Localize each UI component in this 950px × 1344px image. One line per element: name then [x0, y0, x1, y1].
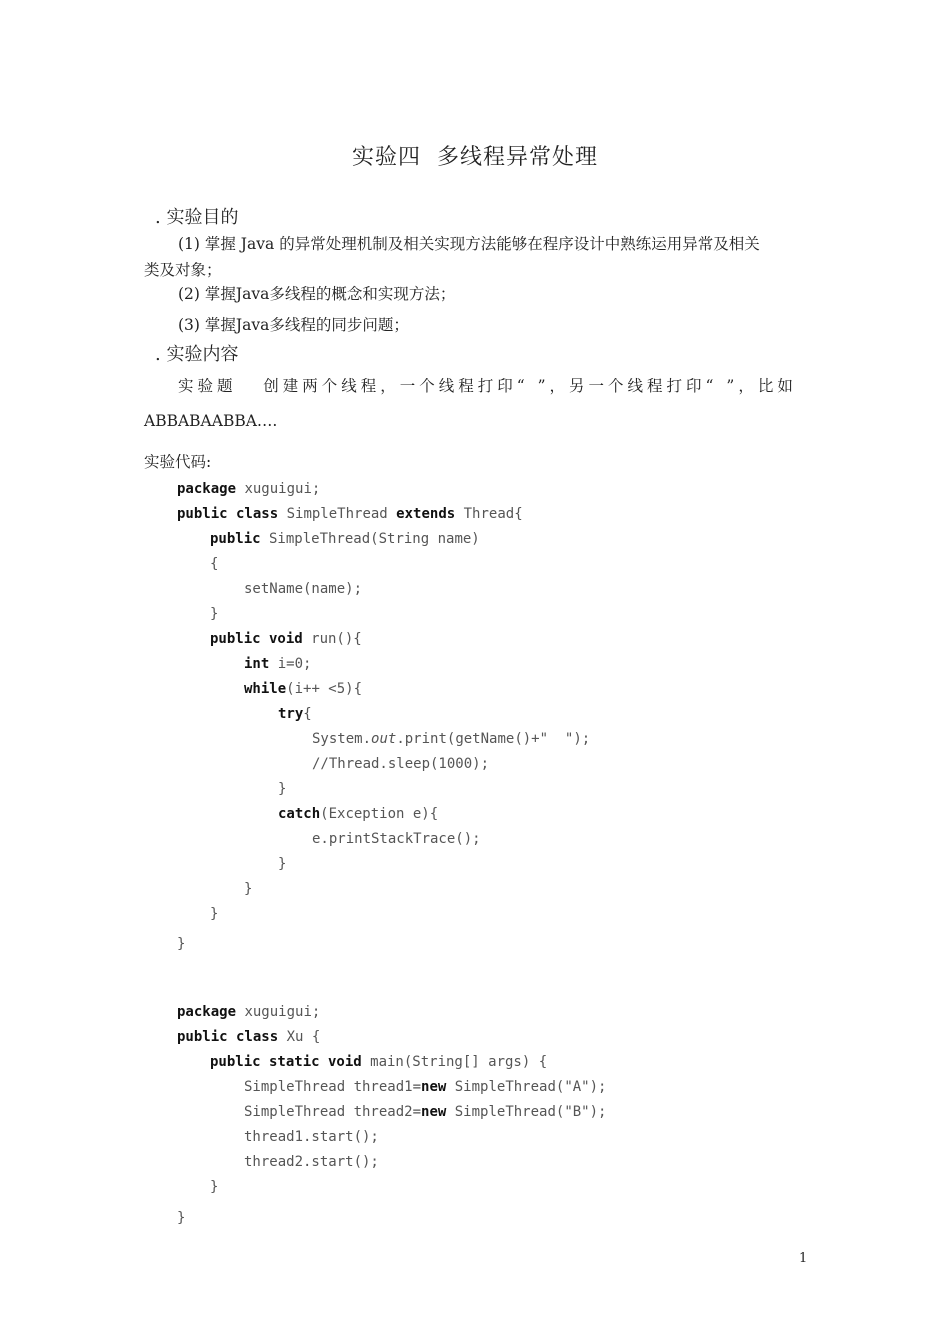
page-number: 1 [799, 1251, 808, 1266]
code1-line-18: } [210, 906, 219, 922]
code1-line-3: public SimpleThread(String name) [210, 531, 480, 547]
purpose-item-1-cont: 类及对象； [144, 261, 222, 279]
code2-line-2: public class Xu { [177, 1029, 321, 1045]
code1-line-11: System.out.print(getName()+" "); [312, 731, 591, 747]
code1-line-6: } [210, 606, 219, 622]
code1-line-5: setName(name); [244, 581, 363, 597]
section-heading-content: . 实验内容 [155, 344, 239, 365]
code1-line-12: //Thread.sleep(1000); [312, 756, 490, 772]
code2-line-3: public static void main(String[] args) { [210, 1054, 548, 1070]
code2-line-5: SimpleThread thread2=new SimpleThread("B"); [244, 1104, 607, 1120]
code1-line-17: } [244, 881, 253, 897]
code1-line-10: try{ [278, 706, 312, 722]
code1-line-16: } [278, 856, 287, 872]
code1-line-13: } [278, 781, 287, 797]
code1-line-14: catch(Exception e){ [278, 806, 439, 822]
code2-line-9: } [177, 1210, 186, 1226]
purpose-item-2: (2) 掌握Java多线程的概念和实现方法； [178, 285, 456, 303]
code1-line-8: int i=0; [244, 656, 312, 672]
code2-line-6: thread1.start(); [244, 1129, 379, 1145]
task-description: 实验题 创建两个线程，一个线程打印“ ”，另一个线程打印“ ”，比如 [178, 377, 797, 395]
purpose-item-1: (1) 掌握 Java 的异常处理机制及相关实现方法能够在程序设计中熟练运用异常及相关 [178, 235, 760, 253]
code2-line-4: SimpleThread thread1=new SimpleThread("A"); [244, 1079, 607, 1095]
code2-line-8: } [210, 1179, 219, 1195]
section-heading-purpose: . 实验目的 [155, 207, 239, 228]
code1-line-15: e.printStackTrace(); [312, 831, 481, 847]
code1-line-2: public class SimpleThread extends Thread{ [177, 506, 523, 522]
code2-line-7: thread2.start(); [244, 1154, 379, 1170]
code2-line-1: package xuguigui; [177, 1004, 321, 1020]
code1-line-9: while(i++ <5){ [244, 681, 363, 697]
code1-line-4: { [210, 556, 219, 572]
code1-line-19: } [177, 936, 186, 952]
document-title: 实验四 多线程异常处理 [352, 145, 598, 170]
code-label: 实验代码: [144, 453, 212, 471]
purpose-item-3: (3) 掌握Java多线程的同步问题； [178, 316, 409, 334]
code1-line-7: public void run(){ [210, 631, 362, 647]
task-example: ABBABAABBA…. [144, 412, 278, 430]
code1-line-1: package xuguigui; [177, 481, 321, 497]
